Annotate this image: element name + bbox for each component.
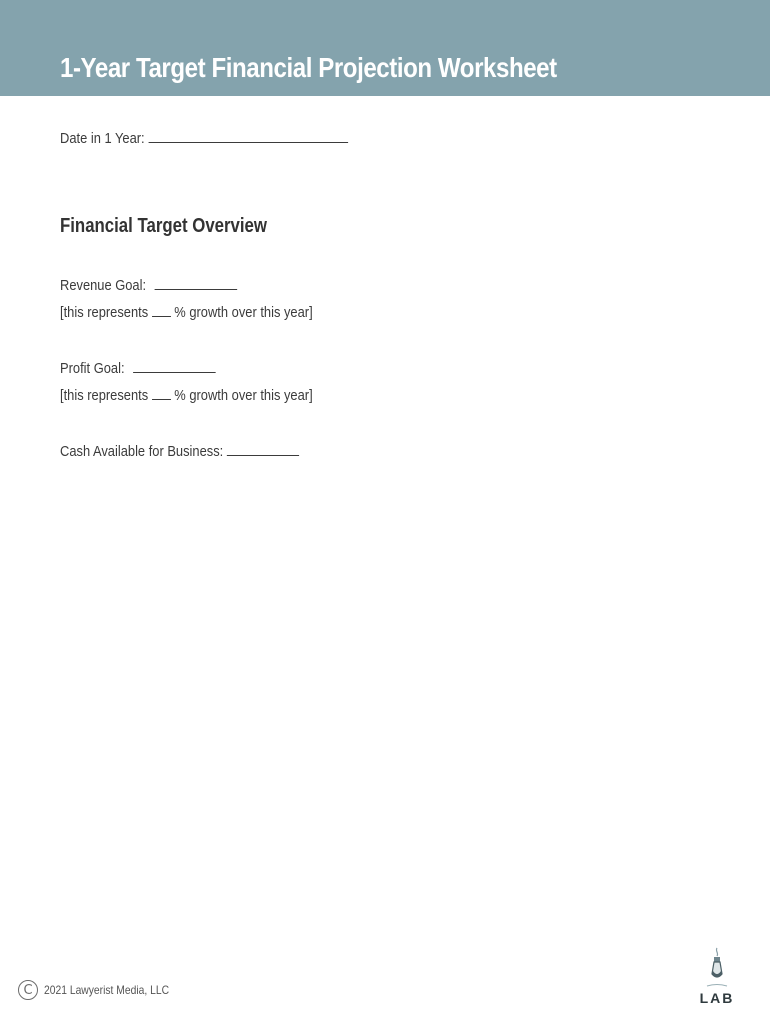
revenue-goal-blank[interactable] — [155, 277, 238, 290]
revenue-growth-line — [60, 304, 313, 321]
date-line — [60, 130, 348, 147]
revenue-goal-line — [60, 277, 237, 294]
profit-growth-suffix: % growth over this year] — [174, 387, 313, 404]
revenue-growth-blank[interactable] — [152, 304, 171, 317]
copyright-icon: C — [18, 980, 38, 1000]
logo-text: LAB — [699, 990, 735, 1006]
profit-growth-blank[interactable] — [152, 387, 171, 400]
revenue-growth-prefix: [this represents — [60, 304, 149, 321]
revenue-goal-label: Revenue Goal: — [60, 277, 147, 294]
flask-icon — [695, 944, 739, 990]
date-blank[interactable] — [148, 130, 348, 143]
profit-growth-line — [60, 387, 313, 404]
lab-logo — [695, 944, 739, 1010]
profit-growth-prefix: [this represents — [60, 387, 149, 404]
footer-copyright — [18, 980, 189, 1000]
cash-available-label: Cash Available for Business: — [60, 443, 224, 460]
copyright-text: 2021 Lawyerist Media, LLC — [44, 983, 170, 997]
date-label: Date in 1 Year: — [60, 130, 145, 147]
revenue-growth-suffix: % growth over this year] — [174, 304, 313, 321]
section-heading: Financial Target Overview — [60, 215, 267, 237]
profit-goal-line — [60, 360, 216, 377]
cash-available-blank[interactable] — [227, 443, 299, 456]
cash-available-line — [60, 443, 299, 460]
page-title: 1-Year Target Financial Projection Worksheet — [60, 52, 557, 83]
profit-goal-blank[interactable] — [133, 360, 216, 373]
profit-goal-label: Profit Goal: — [60, 360, 125, 377]
